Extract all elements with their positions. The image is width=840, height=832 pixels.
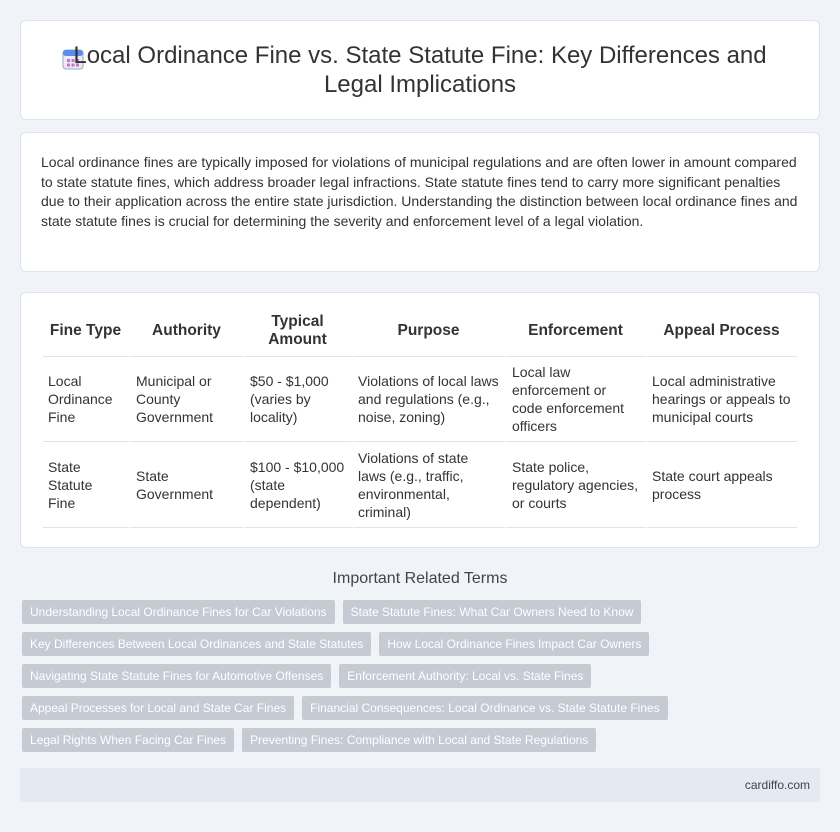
- table-cell: Local administrative hearings or appeals to municipal courts: [647, 357, 799, 442]
- table-cell: Local Ordinance Fine: [43, 357, 131, 442]
- table-cell: State police, regulatory agencies, or courts: [507, 442, 647, 528]
- table-cell: Violations of state laws (e.g., traffic, environmental, criminal): [353, 442, 507, 528]
- related-term-tag[interactable]: Key Differences Between Local Ordinances and State Statutes: [22, 632, 371, 656]
- header-appeal-process: Appeal Process: [647, 305, 799, 357]
- header-typical-amount: Typical Amount: [245, 305, 353, 357]
- table-row: [43, 357, 799, 442]
- related-term-tag[interactable]: Financial Consequences: Local Ordinance vs. State Statute Fines: [302, 696, 668, 720]
- table-row: [43, 442, 799, 528]
- related-term-tag[interactable]: Preventing Fines: Compliance with Local and State Regulations: [242, 728, 596, 752]
- related-term-tag[interactable]: How Local Ordinance Fines Impact Car Owners: [379, 632, 649, 656]
- table-cell: Violations of local laws and regulations (e.g., noise, zoning): [353, 357, 507, 442]
- table-cell: $50 - $1,000 (varies by locality): [245, 357, 353, 442]
- table-cell: $100 - $10,000 (state dependent): [245, 442, 353, 528]
- page-title: Local Ordinance Fine vs. State Statute Fine: Key Differences and Legal Implications: [73, 42, 767, 98]
- header-purpose: Purpose: [353, 305, 507, 357]
- footer: [20, 768, 820, 802]
- related-terms-list: [22, 600, 822, 760]
- intro-text: Local ordinance fines are typically imposed for violations of municipal regulations and are often lower in amount compared to state statute fines, which address broader legal infractions. State statute fines tend to carry more significant penalties due to their application across the entire state jurisdiction. Understanding the distinction between local ordinance fines and state statute fines is crucial for determining the severity and enforcement level of a legal violation.: [41, 154, 798, 229]
- table-cell: Municipal or County Government: [131, 357, 245, 442]
- related-term-tag[interactable]: Appeal Processes for Local and State Car Fines: [22, 696, 294, 720]
- related-term-tag[interactable]: Understanding Local Ordinance Fines for Car Violations: [22, 600, 335, 624]
- table-cell: Local law enforcement or code enforcement officers: [507, 357, 647, 442]
- comparison-table-card: [20, 292, 820, 548]
- related-term-tag[interactable]: State Statute Fines: What Car Owners Need to Know: [343, 600, 642, 624]
- header-enforcement: Enforcement: [507, 305, 647, 357]
- related-terms-title: Important Related Terms: [332, 570, 508, 587]
- related-term-tag[interactable]: Enforcement Authority: Local vs. State Fines: [339, 664, 591, 688]
- related-term-tag[interactable]: Legal Rights When Facing Car Fines: [22, 728, 234, 752]
- header-card: [20, 20, 820, 120]
- table-cell: State Statute Fine: [43, 442, 131, 528]
- related-term-tag[interactable]: Navigating State Statute Fines for Automotive Offenses: [22, 664, 331, 688]
- header-authority: Authority: [131, 305, 245, 357]
- header-fine-type: Fine Type: [43, 305, 131, 357]
- intro-card: [20, 132, 820, 272]
- comparison-table: [43, 305, 799, 528]
- table-header-row: [43, 305, 799, 357]
- table-cell: State Government: [131, 442, 245, 528]
- table-cell: State court appeals process: [647, 442, 799, 528]
- footer-site-link[interactable]: cardiffo.com: [744, 778, 810, 792]
